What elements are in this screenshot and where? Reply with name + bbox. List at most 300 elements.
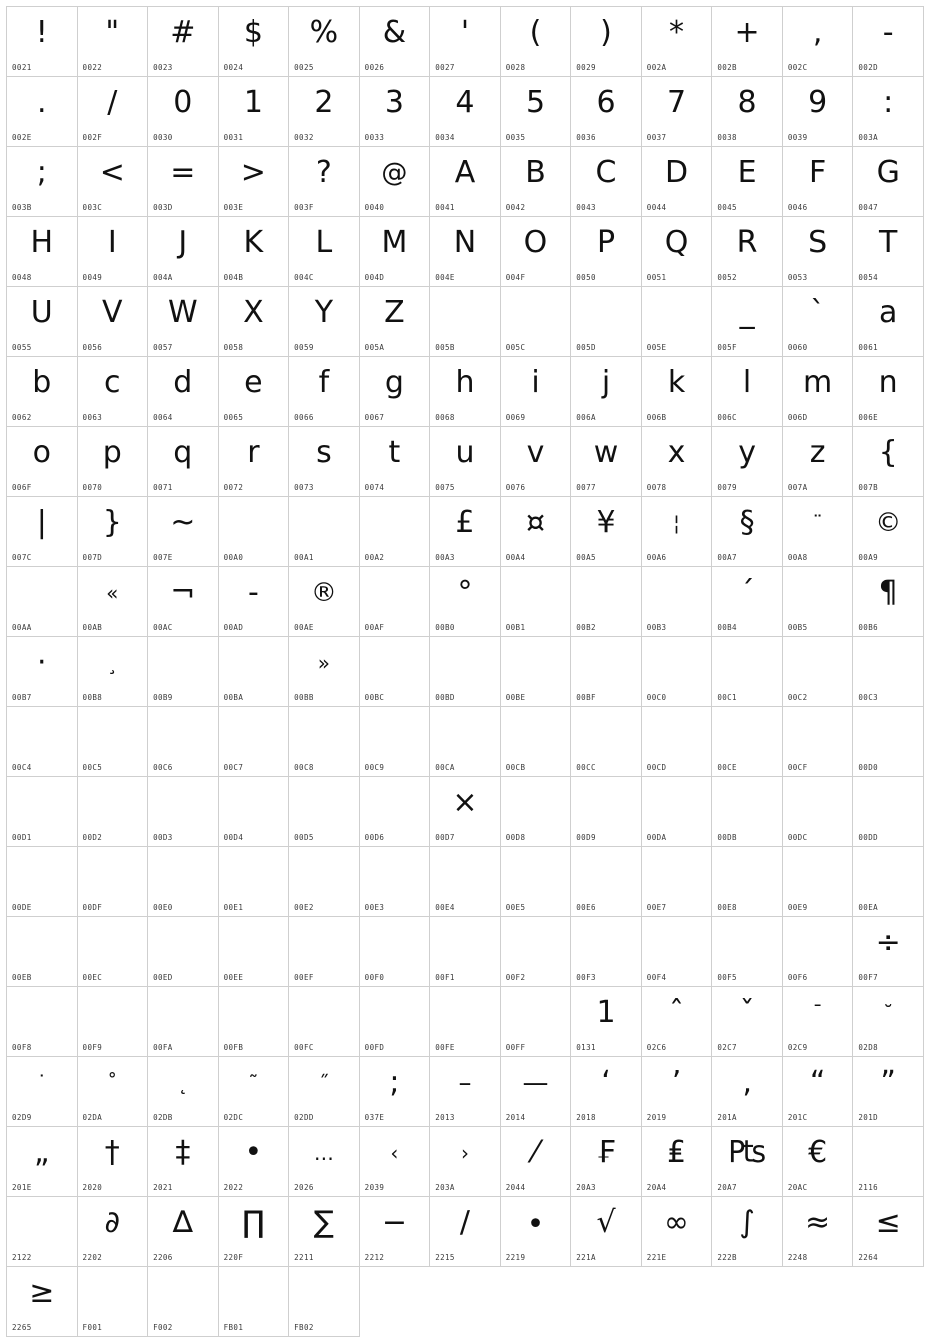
glyph-cell-empty[interactable] [853, 1127, 924, 1197]
glyph-cell[interactable] [712, 1197, 783, 1267]
glyph-sample: £ [455, 505, 475, 540]
glyph-sample [571, 847, 641, 897]
glyph-cell[interactable] [218, 77, 289, 147]
glyph-cell[interactable] [218, 1197, 289, 1267]
glyph-sample: 7 [667, 85, 687, 120]
glyph-cell[interactable] [712, 147, 783, 217]
glyph-cell[interactable] [148, 357, 219, 427]
glyph-codepoint: FB01 [223, 1323, 244, 1332]
glyph-cell-empty[interactable] [218, 1267, 289, 1337]
glyph-cell[interactable] [7, 1127, 78, 1197]
glyph-sample [501, 847, 571, 897]
glyph-cell-empty[interactable] [218, 637, 289, 707]
glyph-cell-empty[interactable] [77, 1267, 148, 1337]
glyph-cell[interactable] [218, 1127, 289, 1197]
glyph-cell-empty[interactable] [500, 567, 571, 637]
glyph-cell[interactable] [571, 1057, 642, 1127]
glyph-cell-empty[interactable] [7, 1197, 78, 1267]
glyph-cell[interactable] [359, 1057, 430, 1127]
glyph-cell[interactable] [148, 427, 219, 497]
glyph-cell[interactable] [853, 987, 924, 1057]
glyph-cell-empty[interactable] [7, 917, 78, 987]
glyph-cell[interactable] [853, 147, 924, 217]
glyph-cell-empty[interactable] [712, 637, 783, 707]
glyph-sample: ∆ [172, 1205, 193, 1240]
glyph-cell[interactable] [712, 217, 783, 287]
glyph-cell[interactable] [712, 567, 783, 637]
glyph-cell[interactable] [289, 217, 360, 287]
glyph-codepoint: 0034 [435, 133, 455, 142]
glyph-cell-empty[interactable] [77, 917, 148, 987]
glyph-cell[interactable] [218, 1057, 289, 1127]
glyph-cell[interactable] [500, 1057, 571, 1127]
glyph-cell[interactable] [853, 7, 924, 77]
glyph-codepoint: 00D3 [153, 833, 173, 842]
glyph-codepoint: 00B3 [646, 623, 667, 632]
glyph-cell-empty[interactable] [712, 917, 783, 987]
glyph-cell[interactable] [7, 427, 78, 497]
glyph-cell[interactable] [712, 987, 783, 1057]
glyph-cell-empty[interactable] [359, 497, 430, 567]
glyph-cell[interactable] [218, 287, 289, 357]
glyph-cell[interactable] [7, 357, 78, 427]
glyph-cell[interactable] [641, 7, 712, 77]
glyph-sample [712, 777, 782, 827]
glyph-cell[interactable] [430, 1057, 501, 1127]
glyph-cell-empty[interactable] [853, 777, 924, 847]
glyph-row [7, 77, 924, 147]
glyph-codepoint: 00D4 [223, 833, 244, 842]
glyph-codepoint: 0062 [12, 413, 32, 422]
glyph-cell-empty[interactable] [7, 987, 78, 1057]
glyph-cell[interactable] [853, 567, 924, 637]
glyph-cell-empty[interactable] [571, 287, 642, 357]
glyph-cell[interactable] [77, 1197, 148, 1267]
glyph-cell-empty[interactable] [359, 777, 430, 847]
glyph-cell[interactable] [430, 427, 501, 497]
glyph-cell[interactable] [289, 1197, 360, 1267]
glyph-sample: 1 [243, 85, 263, 120]
glyph-cell[interactable] [641, 427, 712, 497]
glyph-cell[interactable] [500, 1127, 571, 1197]
glyph-cell-empty[interactable] [430, 917, 501, 987]
glyph-cell-empty[interactable] [289, 777, 360, 847]
glyph-cell[interactable] [641, 1057, 712, 1127]
glyph-cell-empty[interactable] [641, 567, 712, 637]
glyph-cell[interactable] [430, 1127, 501, 1197]
glyph-cell-empty[interactable] [218, 707, 289, 777]
glyph-cell-empty[interactable] [359, 847, 430, 917]
glyph-cell[interactable] [430, 217, 501, 287]
glyph-sample: ‡ [175, 1135, 191, 1170]
glyph-cell[interactable] [782, 987, 853, 1057]
glyph-cell[interactable] [571, 77, 642, 147]
glyph-cell[interactable] [712, 1127, 783, 1197]
glyph-cell[interactable] [712, 497, 783, 567]
glyph-cell-empty[interactable] [148, 707, 219, 777]
glyph-cell[interactable] [782, 287, 853, 357]
glyph-cell[interactable] [7, 497, 78, 567]
glyph-cell[interactable] [712, 77, 783, 147]
glyph-cell-empty[interactable] [218, 497, 289, 567]
glyph-cell[interactable] [148, 567, 219, 637]
glyph-cell-empty[interactable] [7, 567, 78, 637]
glyph-cell-empty[interactable] [853, 847, 924, 917]
glyph-row [7, 1057, 924, 1127]
glyph-cell[interactable] [571, 987, 642, 1057]
glyph-cell[interactable] [77, 567, 148, 637]
glyph-codepoint: 005F [717, 343, 737, 352]
glyph-sample: ‚ [742, 1065, 752, 1100]
glyph-cell[interactable] [641, 357, 712, 427]
glyph-cell[interactable] [782, 427, 853, 497]
glyph-cell[interactable] [430, 77, 501, 147]
glyph-codepoint: 00D1 [12, 833, 32, 842]
glyph-cell[interactable] [853, 1057, 924, 1127]
glyph-cell-empty[interactable] [641, 847, 712, 917]
glyph-sample [501, 777, 571, 827]
glyph-cell[interactable] [853, 357, 924, 427]
glyph-cell-empty[interactable] [712, 707, 783, 777]
glyph-cell[interactable] [77, 357, 148, 427]
glyph-sample [148, 847, 218, 897]
glyph-cell[interactable] [289, 1057, 360, 1127]
glyph-codepoint: 0049 [82, 273, 103, 282]
glyph-cell[interactable] [359, 7, 430, 77]
glyph-sample: ’ [671, 1065, 682, 1100]
glyph-cell-empty[interactable] [782, 707, 853, 777]
glyph-codepoint: 004C [294, 273, 314, 282]
glyph-cell[interactable] [641, 77, 712, 147]
glyph-cell[interactable] [148, 497, 219, 567]
glyph-cell-empty[interactable] [782, 917, 853, 987]
glyph-cell-empty[interactable] [571, 847, 642, 917]
glyph-cell[interactable] [500, 147, 571, 217]
glyph-sample [430, 847, 500, 897]
glyph-codepoint: 0041 [435, 203, 455, 212]
glyph-cell[interactable] [430, 357, 501, 427]
glyph-cell[interactable] [77, 287, 148, 357]
glyph-cell-empty[interactable] [77, 847, 148, 917]
glyph-cell[interactable] [7, 637, 78, 707]
glyph-sample: - [882, 15, 894, 50]
glyph-codepoint: 00AD [223, 623, 244, 632]
glyph-cell-empty[interactable] [430, 707, 501, 777]
glyph-sample: e [244, 365, 263, 400]
glyph-codepoint: 00F5 [717, 973, 737, 982]
glyph-cell[interactable] [430, 497, 501, 567]
glyph-cell[interactable] [148, 147, 219, 217]
glyph-cell[interactable] [359, 287, 430, 357]
glyph-cell-empty[interactable] [571, 917, 642, 987]
glyph-cell-empty[interactable] [359, 707, 430, 777]
glyph-cell[interactable] [359, 1127, 430, 1197]
glyph-codepoint: 00FD [364, 1043, 385, 1052]
glyph-cell[interactable] [853, 427, 924, 497]
glyph-cell[interactable] [571, 7, 642, 77]
glyph-cell-empty[interactable] [289, 497, 360, 567]
glyph-cell-empty[interactable] [853, 637, 924, 707]
glyph-cell-empty[interactable] [571, 567, 642, 637]
glyph-cell-blank [571, 1267, 642, 1337]
glyph-cell[interactable] [77, 7, 148, 77]
glyph-cell[interactable] [289, 357, 360, 427]
glyph-cell-empty[interactable] [782, 777, 853, 847]
glyph-cell[interactable] [782, 7, 853, 77]
glyph-codepoint: 004B [223, 273, 244, 282]
glyph-cell[interactable] [853, 77, 924, 147]
glyph-cell[interactable] [7, 1057, 78, 1127]
glyph-cell[interactable] [641, 1197, 712, 1267]
glyph-cell[interactable] [148, 7, 219, 77]
glyph-cell[interactable] [782, 1127, 853, 1197]
glyph-cell[interactable] [712, 357, 783, 427]
glyph-cell[interactable] [641, 497, 712, 567]
glyph-cell-empty[interactable] [289, 1267, 360, 1337]
glyph-cell[interactable] [148, 1127, 219, 1197]
glyph-cell[interactable] [712, 1057, 783, 1127]
glyph-cell[interactable] [571, 1197, 642, 1267]
glyph-cell-empty[interactable] [430, 987, 501, 1057]
glyph-cell[interactable] [430, 147, 501, 217]
glyph-cell-empty[interactable] [430, 287, 501, 357]
glyph-cell-empty[interactable] [712, 847, 783, 917]
glyph-cell[interactable] [782, 217, 853, 287]
glyph-cell[interactable] [77, 1057, 148, 1127]
glyph-codepoint: 002F [82, 133, 103, 142]
glyph-cell-empty[interactable] [500, 637, 571, 707]
glyph-cell-empty[interactable] [218, 917, 289, 987]
glyph-sample [7, 987, 77, 1037]
glyph-cell[interactable] [77, 77, 148, 147]
glyph-cell-empty[interactable] [500, 777, 571, 847]
glyph-sample: I [107, 225, 117, 260]
glyph-cell-empty[interactable] [571, 707, 642, 777]
glyph-sample: b [32, 365, 52, 400]
glyph-codepoint: 00F4 [646, 973, 667, 982]
glyph-cell[interactable] [289, 427, 360, 497]
glyph-cell[interactable] [218, 217, 289, 287]
glyph-codepoint: 00D7 [435, 833, 455, 842]
glyph-cell[interactable] [782, 497, 853, 567]
glyph-cell[interactable] [500, 7, 571, 77]
glyph-cell[interactable] [148, 1057, 219, 1127]
glyph-cell-empty[interactable] [77, 777, 148, 847]
glyph-cell[interactable] [571, 147, 642, 217]
glyph-cell[interactable] [782, 1197, 853, 1267]
glyph-cell-empty[interactable] [500, 287, 571, 357]
glyph-sample: 2 [314, 85, 334, 120]
glyph-cell-empty[interactable] [853, 707, 924, 777]
glyph-cell-empty[interactable] [641, 287, 712, 357]
glyph-cell-empty[interactable] [148, 917, 219, 987]
glyph-cell[interactable] [359, 147, 430, 217]
glyph-cell[interactable] [571, 357, 642, 427]
glyph-cell[interactable] [500, 427, 571, 497]
glyph-sample [853, 1127, 923, 1177]
glyph-cell[interactable] [77, 497, 148, 567]
glyph-cell[interactable] [7, 7, 78, 77]
glyph-cell[interactable] [218, 567, 289, 637]
glyph-cell-empty[interactable] [148, 1267, 219, 1337]
glyph-cell-empty[interactable] [712, 777, 783, 847]
glyph-cell[interactable] [853, 287, 924, 357]
glyph-cell[interactable] [148, 77, 219, 147]
glyph-cell-empty[interactable] [359, 637, 430, 707]
glyph-sample: ¥ [596, 505, 616, 540]
glyph-cell[interactable] [289, 7, 360, 77]
glyph-cell-empty[interactable] [782, 567, 853, 637]
glyph-cell[interactable] [289, 287, 360, 357]
glyph-cell-empty[interactable] [641, 917, 712, 987]
glyph-cell[interactable] [712, 427, 783, 497]
glyph-cell[interactable] [500, 77, 571, 147]
glyph-codepoint: 0066 [294, 413, 314, 422]
glyph-cell[interactable] [853, 1197, 924, 1267]
glyph-cell[interactable] [500, 1197, 571, 1267]
glyph-cell-empty[interactable] [782, 637, 853, 707]
glyph-cell[interactable] [148, 287, 219, 357]
glyph-codepoint: 00DB [717, 833, 737, 842]
glyph-cell[interactable] [77, 217, 148, 287]
glyph-cell[interactable] [500, 217, 571, 287]
glyph-cell[interactable] [712, 7, 783, 77]
glyph-cell[interactable] [430, 567, 501, 637]
glyph-cell[interactable] [712, 287, 783, 357]
glyph-cell[interactable] [430, 777, 501, 847]
glyph-cell[interactable] [359, 77, 430, 147]
glyph-codepoint: 02C6 [646, 1043, 667, 1052]
glyph-cell[interactable] [641, 147, 712, 217]
glyph-cell[interactable] [7, 147, 78, 217]
glyph-cell-empty[interactable] [359, 917, 430, 987]
glyph-cell-empty[interactable] [218, 987, 289, 1057]
glyph-cell[interactable] [571, 217, 642, 287]
glyph-cell-empty[interactable] [289, 707, 360, 777]
glyph-cell-empty[interactable] [218, 847, 289, 917]
glyph-sample [571, 777, 641, 827]
glyph-cell[interactable] [7, 1267, 78, 1337]
glyph-cell[interactable] [571, 1127, 642, 1197]
glyph-cell[interactable] [289, 77, 360, 147]
glyph-cell[interactable] [430, 1197, 501, 1267]
glyph-cell[interactable] [500, 497, 571, 567]
glyph-cell-empty[interactable] [500, 847, 571, 917]
glyph-cell-empty[interactable] [571, 777, 642, 847]
glyph-cell[interactable] [853, 917, 924, 987]
glyph-cell-empty[interactable] [289, 917, 360, 987]
glyph-cell[interactable] [500, 357, 571, 427]
glyph-cell[interactable] [782, 1057, 853, 1127]
glyph-cell-empty[interactable] [218, 777, 289, 847]
glyph-cell[interactable] [289, 567, 360, 637]
glyph-cell-empty[interactable] [571, 637, 642, 707]
glyph-cell-empty[interactable] [7, 707, 78, 777]
glyph-cell[interactable] [218, 147, 289, 217]
glyph-cell[interactable] [218, 357, 289, 427]
glyph-cell-empty[interactable] [430, 637, 501, 707]
glyph-cell[interactable] [359, 1197, 430, 1267]
glyph-cell[interactable] [289, 1127, 360, 1197]
glyph-codepoint: 002E [12, 133, 32, 142]
glyph-cell-empty[interactable] [430, 847, 501, 917]
glyph-cell[interactable] [359, 217, 430, 287]
glyph-cell-empty[interactable] [359, 567, 430, 637]
glyph-cell[interactable] [571, 427, 642, 497]
glyph-cell-empty[interactable] [500, 707, 571, 777]
glyph-row [7, 287, 924, 357]
glyph-cell[interactable] [641, 1127, 712, 1197]
glyph-cell-empty[interactable] [359, 987, 430, 1057]
glyph-cell[interactable] [641, 217, 712, 287]
glyph-codepoint: 0076 [505, 483, 526, 492]
glyph-cell[interactable] [218, 427, 289, 497]
glyph-cell-empty[interactable] [7, 777, 78, 847]
glyph-cell[interactable] [77, 147, 148, 217]
glyph-cell-empty[interactable] [77, 987, 148, 1057]
glyph-cell-empty[interactable] [500, 917, 571, 987]
glyph-sample: J [178, 225, 188, 260]
glyph-cell[interactable] [782, 147, 853, 217]
glyph-cell-empty[interactable] [500, 987, 571, 1057]
glyph-cell[interactable] [77, 427, 148, 497]
glyph-sample: ÷ [875, 925, 901, 960]
glyph-cell-empty[interactable] [782, 847, 853, 917]
glyph-cell[interactable] [77, 637, 148, 707]
glyph-cell[interactable] [853, 497, 924, 567]
glyph-cell-empty[interactable] [289, 987, 360, 1057]
glyph-cell[interactable] [148, 1197, 219, 1267]
glyph-cell[interactable] [782, 77, 853, 147]
glyph-cell[interactable] [289, 147, 360, 217]
glyph-cell-empty[interactable] [641, 637, 712, 707]
glyph-sample: H [30, 225, 54, 260]
glyph-codepoint: 00DA [646, 833, 667, 842]
glyph-cell-empty[interactable] [148, 847, 219, 917]
glyph-cell-empty[interactable] [77, 707, 148, 777]
glyph-cell-empty[interactable] [641, 707, 712, 777]
glyph-cell-empty[interactable] [641, 777, 712, 847]
glyph-codepoint: 2018 [576, 1113, 596, 1122]
glyph-cell-empty[interactable] [148, 637, 219, 707]
glyph-cell[interactable] [571, 497, 642, 567]
glyph-cell-empty[interactable] [148, 987, 219, 1057]
glyph-cell[interactable] [289, 637, 360, 707]
glyph-cell[interactable] [782, 357, 853, 427]
glyph-cell-empty[interactable] [7, 847, 78, 917]
glyph-sample [7, 567, 77, 617]
glyph-sample: , [812, 15, 823, 50]
glyph-sample: O [523, 225, 548, 260]
glyph-cell[interactable] [7, 217, 78, 287]
glyph-codepoint: 00EF [294, 973, 314, 982]
glyph-cell[interactable] [430, 7, 501, 77]
glyph-cell[interactable] [641, 987, 712, 1057]
glyph-cell[interactable] [7, 287, 78, 357]
glyph-cell[interactable] [148, 217, 219, 287]
glyph-cell[interactable] [77, 1127, 148, 1197]
glyph-cell[interactable] [218, 7, 289, 77]
glyph-cell[interactable] [853, 217, 924, 287]
glyph-sample: ® [310, 578, 337, 608]
glyph-cell-empty[interactable] [148, 777, 219, 847]
glyph-sample [360, 777, 430, 827]
glyph-cell-empty[interactable] [289, 847, 360, 917]
glyph-cell[interactable] [7, 77, 78, 147]
glyph-cell[interactable] [359, 427, 430, 497]
glyph-codepoint: 00A3 [435, 553, 455, 562]
glyph-cell[interactable] [359, 357, 430, 427]
